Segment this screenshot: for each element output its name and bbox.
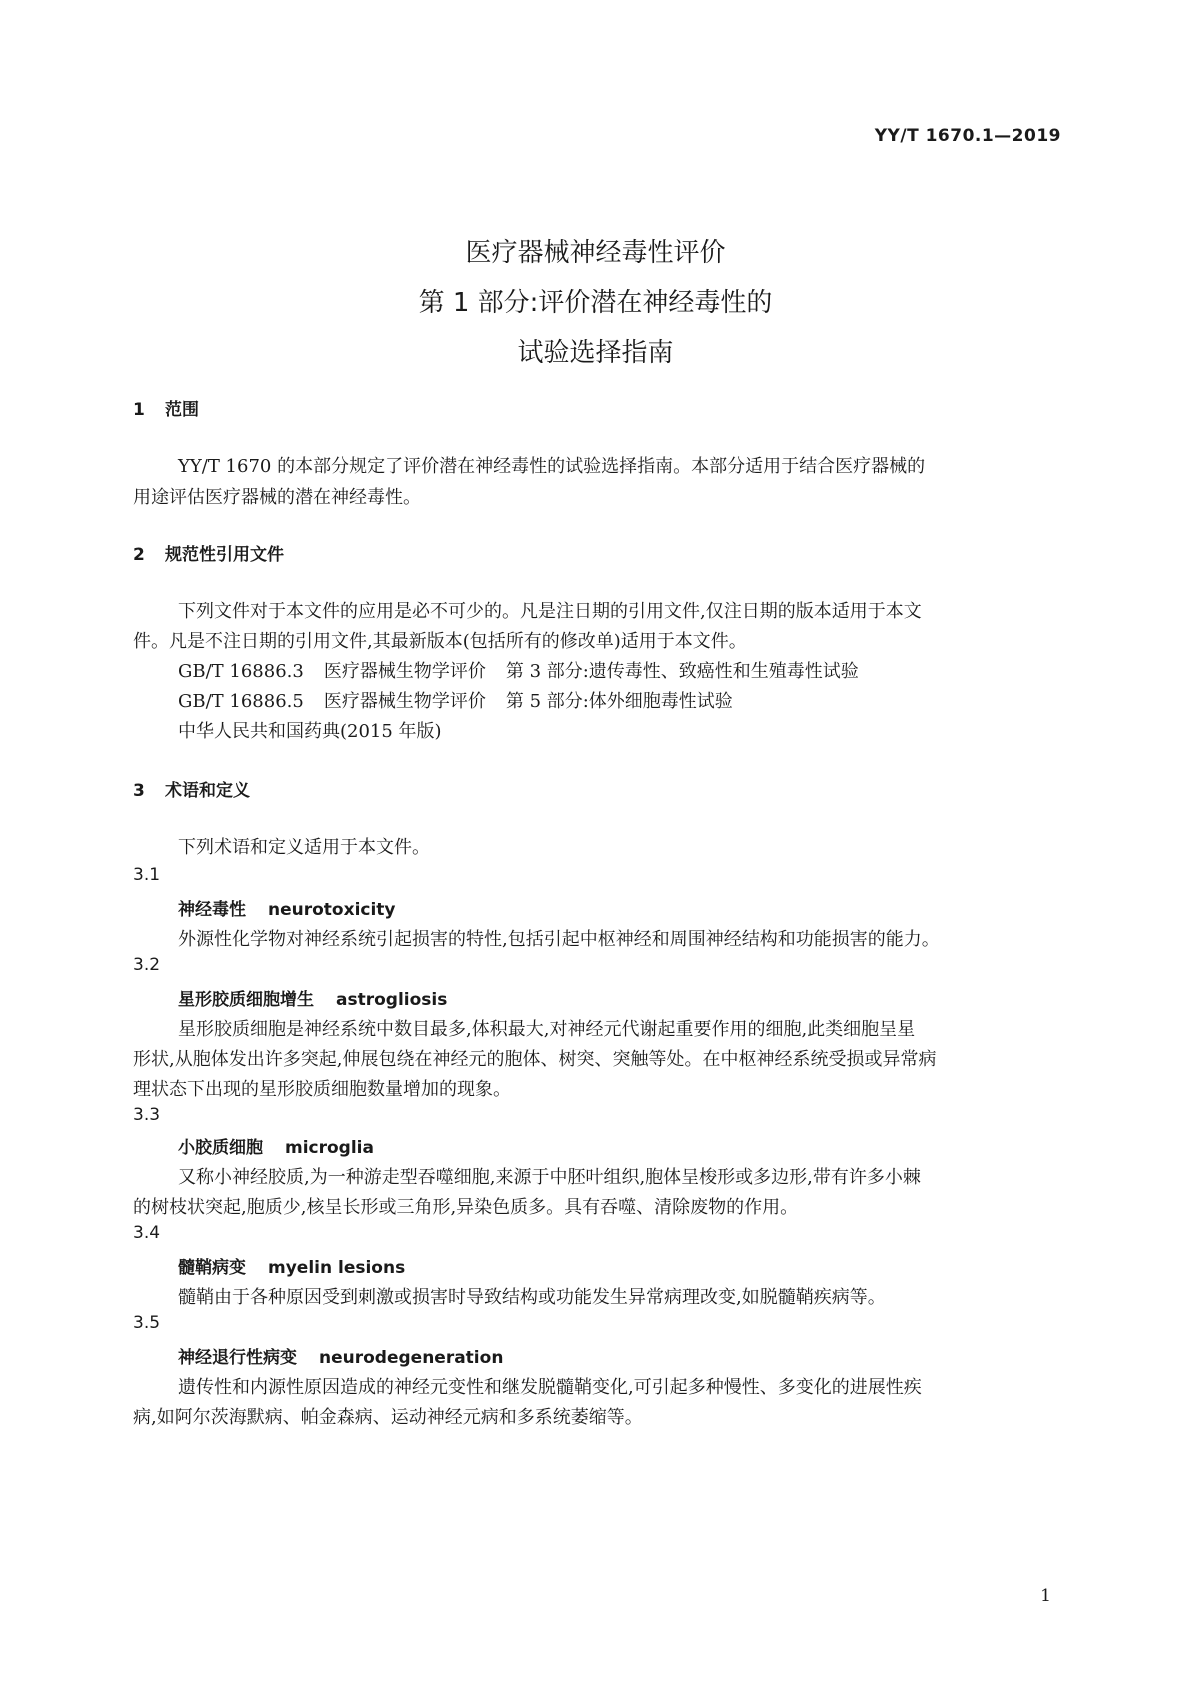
definition-line: 的树枝状突起,胞质少,核呈长形或三角形,异染色质多。具有吞噬、清除废物的作用。 [133, 1197, 799, 1218]
section-number: 1 [133, 400, 145, 420]
term-number: 3.4 [133, 1223, 161, 1243]
paragraph-line: 用途评估医疗器械的潜在神经毒性。 [133, 487, 421, 508]
reference-item [178, 657, 859, 683]
definition-line: 遗传性和内源性原因造成的神经元变性和继发脱髓鞘变化,可引起多种慢性、多变化的进展性疾 [178, 1377, 922, 1398]
reference-name: 医疗器械生物学评价 [323, 661, 486, 682]
definition-line: 星形胶质细胞是神经系统中数目最多,体积最大,对神经元代谢起重要作用的细胞,此类细胞呈星 [178, 1019, 916, 1040]
term-number: 3.1 [133, 865, 161, 885]
term-zh: 星形胶质细胞增生 [178, 990, 314, 1010]
standard-code: YY/T 1670.1—2019 [874, 126, 1061, 146]
section-2-heading [133, 540, 284, 565]
title-line-1: 医疗器械神经毒性评价 [465, 238, 726, 268]
term-title [178, 895, 396, 920]
term-title [178, 1343, 503, 1368]
reference-part: 第 3 部分:遗传毒性、致癌性和生殖毒性试验 [505, 661, 859, 682]
title-line-2: 第 1 部分:评价潜在神经毒性的 [418, 288, 773, 318]
definition-line: 外源性化学物对神经系统引起损害的特性,包括引起中枢神经和周围神经结构和功能损害的能力。 [178, 929, 940, 950]
term-en: myelin lesions [268, 1258, 406, 1278]
term-title [178, 1133, 374, 1158]
section-title: 规范性引用文件 [165, 545, 284, 565]
section-title: 术语和定义 [165, 781, 250, 801]
term-en: neurodegeneration [319, 1348, 504, 1368]
reference-code: GB/T 16886.5 [178, 691, 304, 712]
term-zh: 神经退行性病变 [178, 1348, 297, 1368]
term-number: 3.3 [133, 1105, 161, 1125]
title-line-3: 试验选择指南 [517, 338, 674, 368]
page-number: 1 [1040, 1586, 1051, 1606]
definition-line: 髓鞘由于各种原因受到刺激或损害时导致结构或功能发生异常病理改变,如脱髓鞘疾病等。 [178, 1287, 886, 1308]
section-number: 2 [133, 545, 145, 565]
reference-code: GB/T 16886.3 [178, 661, 304, 682]
reference-item: 中华人民共和国药典(2015 年版) [178, 721, 442, 742]
definition-line: 病,如阿尔茨海默病、帕金森病、运动神经元病和多系统萎缩等。 [133, 1407, 643, 1428]
term-title [178, 1253, 405, 1278]
reference-item [178, 687, 733, 713]
paragraph-line: 下列术语和定义适用于本文件。 [178, 837, 430, 858]
section-number: 3 [133, 781, 145, 801]
term-title [178, 985, 447, 1010]
term-number: 3.2 [133, 955, 161, 975]
paragraph-line: 下列文件对于本文件的应用是必不可少的。凡是注日期的引用文件,仅注日期的版本适用于本文 [178, 601, 922, 622]
term-en: astrogliosis [336, 990, 448, 1010]
section-1-heading [133, 395, 199, 420]
term-number: 3.5 [133, 1313, 161, 1333]
section-title: 范围 [165, 400, 199, 420]
paragraph-line: 件。凡是不注日期的引用文件,其最新版本(包括所有的修改单)适用于本文件。 [133, 631, 747, 652]
term-zh: 神经毒性 [178, 900, 246, 920]
document-title [0, 228, 1191, 378]
term-en: microglia [285, 1138, 374, 1158]
definition-line: 理状态下出现的星形胶质细胞数量增加的现象。 [133, 1079, 511, 1100]
section-3-heading [133, 776, 250, 801]
reference-name: 医疗器械生物学评价 [323, 691, 486, 712]
term-zh: 小胶质细胞 [178, 1138, 263, 1158]
term-en: neurotoxicity [268, 900, 396, 920]
term-zh: 髓鞘病变 [178, 1258, 246, 1278]
definition-line: 形状,从胞体发出许多突起,伸展包绕在神经元的胞体、树突、突触等处。在中枢神经系统受损或异常病 [133, 1049, 937, 1070]
reference-part: 第 5 部分:体外细胞毒性试验 [505, 691, 733, 712]
paragraph-line: YY/T 1670 的本部分规定了评价潜在神经毒性的试验选择指南。本部分适用于结合医疗器械的 [178, 456, 926, 477]
definition-line: 又称小神经胶质,为一种游走型吞噬细胞,来源于中胚叶组织,胞体呈梭形或多边形,带有许多小棘 [178, 1167, 921, 1188]
